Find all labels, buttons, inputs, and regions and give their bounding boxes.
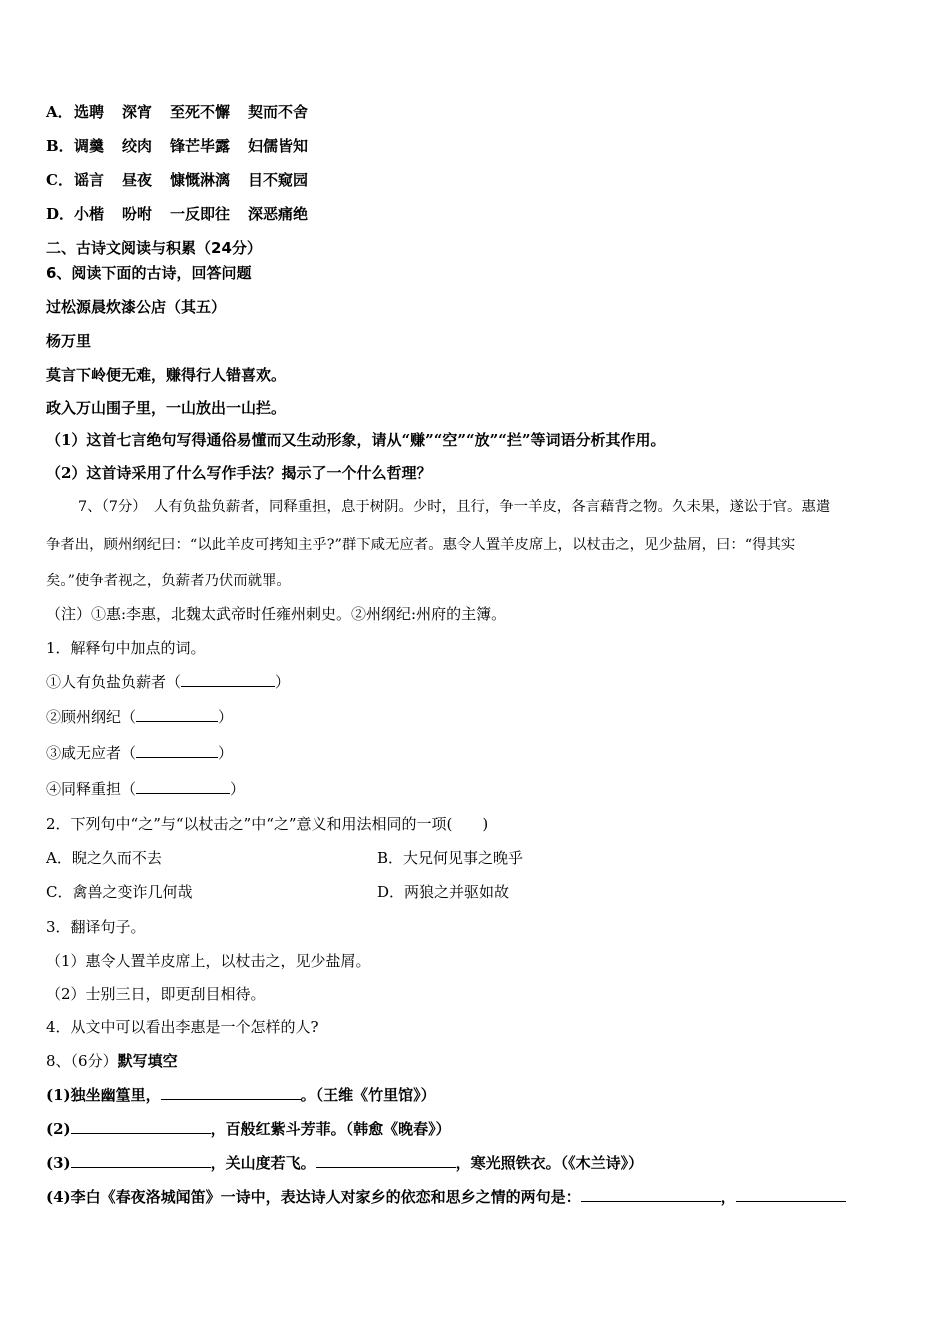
fill-2: (2) ，百般红紫斗芳菲。（韩愈《晚春》） (46, 1120, 451, 1138)
option-a: A．选聘 深宵 至死不懈 契而不舍 (46, 103, 309, 121)
fill-blank[interactable] (71, 1119, 211, 1134)
fill-blank[interactable] (736, 1187, 846, 1202)
question-8-title: 8、（6分）默写填空 (46, 1052, 178, 1070)
choice-d[interactable]: D．两狼之并驱如故 (377, 883, 510, 901)
answer-item-3: ③咸无应者（ ） (46, 744, 234, 762)
answer-blank[interactable] (181, 672, 275, 687)
choice-a[interactable]: A．睨之久而不去 (46, 849, 162, 867)
question-7-part-1: 1．解释句中加点的词。 (46, 639, 206, 657)
choice-c[interactable]: C．禽兽之变诈几何哉 (46, 883, 193, 901)
question-6-title: 6、阅读下面的古诗，回答问题 (46, 264, 252, 282)
fill-blank[interactable] (316, 1153, 456, 1168)
answer-blank[interactable] (136, 707, 218, 722)
answer-item-1: ①人有负盐负薪者（ ） (46, 673, 291, 691)
fill-blank[interactable] (71, 1153, 211, 1168)
question-7-part-3: 3．翻译句子。 (46, 918, 146, 936)
option-d: D．小楷 吩咐 一反即往 深恶痛绝 (46, 205, 309, 223)
section-title: 二、古诗文阅读与积累（24分） (46, 239, 262, 257)
poem-line-2: 政入万山围子里，一山放出一山拦。 (46, 399, 287, 417)
answer-item-2: ②顾州纲纪（ ） (46, 708, 234, 726)
poem-title: 过松源晨炊漆公店（其五） (46, 298, 227, 316)
question-7-part-2: 2．下列句中“之”与“以杖击之”中“之”意义和用法相同的一项( ) (46, 815, 489, 833)
translate-2: （2）士别三日，即更刮目相待。 (46, 985, 266, 1003)
question-7-para-3: 矣。”使争者视之，负薪者乃伏而就罪。 (46, 573, 291, 589)
question-7-note: （注）①惠:李惠，北魏太武帝时任雍州刺史。②州纲纪:州府的主簿。 (46, 605, 507, 623)
option-b: B．调羹 绞肉 锋芒毕露 妇儒皆知 (46, 137, 309, 155)
question-7-part-4: 4．从文中可以看出李惠是一个怎样的人? (46, 1018, 319, 1036)
question-6-sub-1: （1）这首七言绝句写得通俗易懂而又生动形象，请从“赚”“空”“放”“拦”等词语分析其作用。 (46, 431, 666, 449)
answer-item-4: ④同释重担（ ） (46, 780, 246, 798)
poem-author: 杨万里 (46, 332, 92, 350)
answer-blank[interactable] (136, 779, 230, 794)
answer-blank[interactable] (136, 743, 218, 758)
option-c: C．谣言 昼夜 慷慨淋漓 目不窥园 (46, 171, 309, 189)
translate-1: （1）惠令人置羊皮席上，以杖击之，见少盐屑。 (46, 952, 371, 970)
fill-1: (1)独坐幽篁里， 。（王维《竹里馆》） (46, 1086, 436, 1104)
fill-4: (4)李白《春夜洛城闻笛》一诗中，表达诗人对家乡的依恋和思乡之情的两句是： ， (46, 1187, 846, 1207)
question-7-para-2: 争者出，顾州纲纪曰：“以此羊皮可拷知主乎?”群下咸无应者。惠令人置羊皮席上，以杖击之，见少盐屑，曰：“得其实 (46, 537, 796, 553)
poem-line-1: 莫言下岭便无难，赚得行人错喜欢。 (46, 366, 287, 384)
question-6-sub-2: （2）这首诗采用了什么写作手法？揭示了一个什么哲理？ (46, 464, 432, 482)
fill-blank[interactable] (161, 1085, 301, 1100)
choice-b[interactable]: B．大兄何见事之晚乎 (377, 849, 524, 867)
fill-3: (3) ，关山度若飞。 ，寒光照铁衣。（《木兰诗》） (46, 1154, 644, 1172)
question-7-para-1: 7、（7分） 人有负盐负薪者，同释重担，息于树阴。少时，且行，争一羊皮，各言藉背之物。久未果，遂讼于官。惠遣 (78, 499, 831, 515)
fill-blank[interactable] (581, 1187, 721, 1202)
